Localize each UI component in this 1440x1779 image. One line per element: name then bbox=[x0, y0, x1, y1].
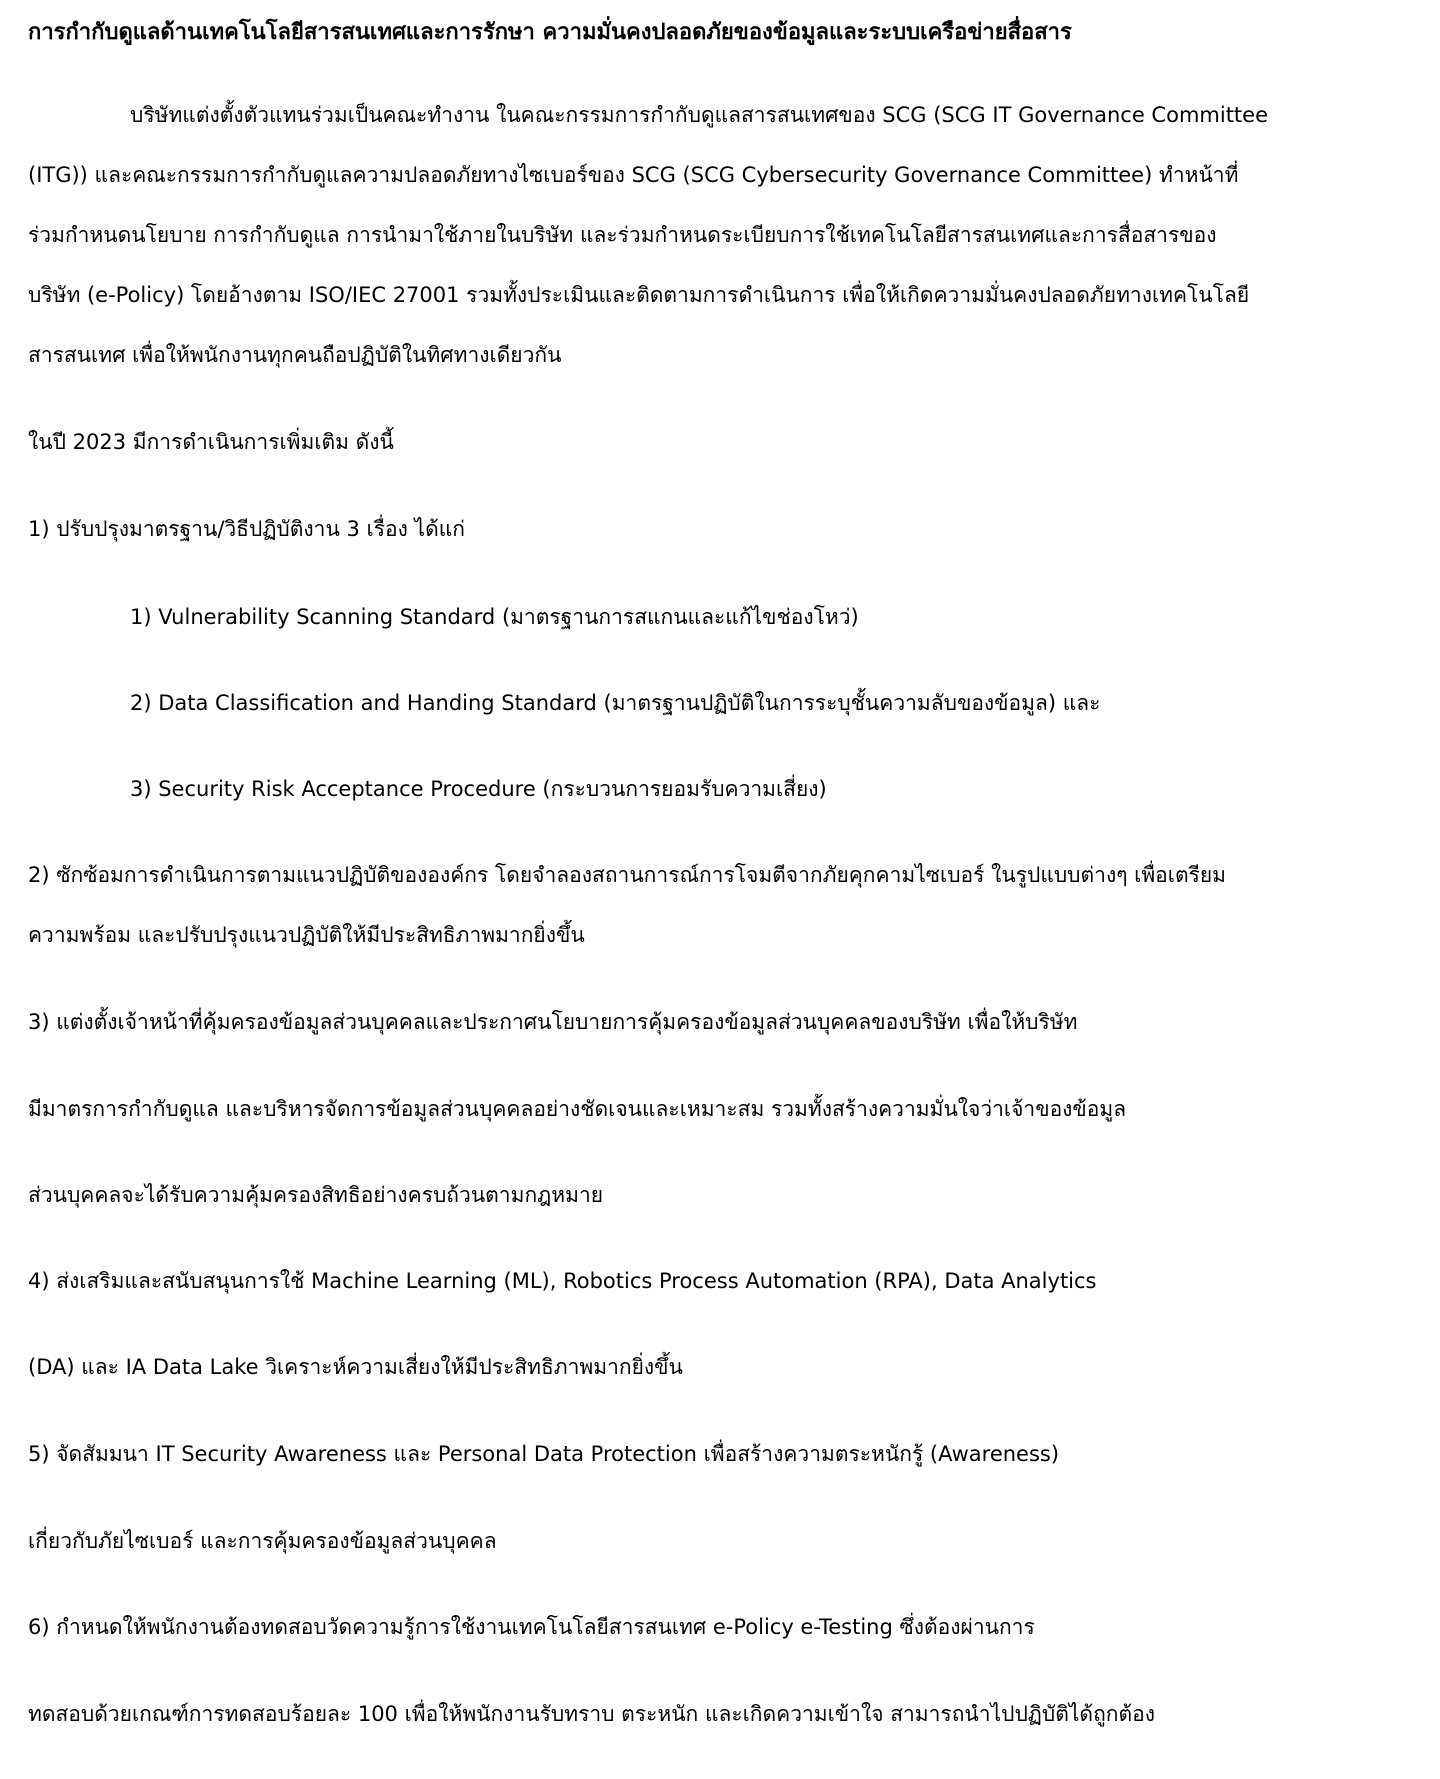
item1-subitem: 2) Data Classification and Handing Standard (มาตรฐานปฏิบัติในการระบุชั้นความลับของข้อมูล) และ bbox=[130, 691, 1101, 715]
item1-subitem: 1) Vulnerability Scanning Standard (มาตรฐานการสแกนและแก้ไขช่องโหว่) bbox=[130, 605, 859, 629]
item5-line: 5) จัดสัมมนา IT Security Awareness และ Personal Data Protection เพื่อสร้างความตระหนักรู้ (Awareness) bbox=[28, 1442, 1060, 1466]
intro-line: ร่วมกำหนดนโยบาย การกำกับดูแล การนำมาใช้ภายในบริษัท และร่วมกำหนดระเบียบการใช้เทคโนโลยีสารสนเทศและการสื่อสารของ bbox=[28, 223, 1217, 247]
intro-line: บริษัท (e-Policy) โดยอ้างตาม ISO/IEC 27001 รวมทั้งประเมินและติดตามการดำเนินการ เพื่อให้เกิดความมั่นคงปลอดภัยทางเทคโนโลยี bbox=[28, 283, 1250, 307]
item3-line: 3) แต่งตั้งเจ้าหน้าที่คุ้มครองข้อมูลส่วนบุคคลและประกาศนโยบายการคุ้มครองข้อมูลส่วนบุคคลของบริษัท เพื่อให้บริษัท bbox=[28, 1010, 1078, 1034]
item1-heading: 1) ปรับปรุงมาตรฐาน/วิธีปฏิบัติงาน 3 เรื่อง ได้แก่ bbox=[28, 517, 465, 541]
document-title: การกำกับดูแลด้านเทคโนโลยีสารสนเทศและการรักษา ความมั่นคงปลอดภัยของข้อมูลและระบบเครือข่ายสื่อสาร bbox=[28, 20, 1072, 45]
item3-line: มีมาตรการกำกับดูแล และบริหารจัดการข้อมูลส่วนบุคคลอย่างชัดเจนและเหมาะสม รวมทั้งสร้างความมั่นใจว่าเจ้าของข้อมูล bbox=[28, 1097, 1127, 1121]
item5-line: เกี่ยวกับภัยไซเบอร์ และการคุ้มครองข้อมูลส่วนบุคคล bbox=[28, 1529, 497, 1553]
intro-line: สารสนเทศ เพื่อให้พนักงานทุกคนถือปฏิบัติในทิศทางเดียวกัน bbox=[28, 343, 562, 367]
item1-subitem: 3) Security Risk Acceptance Procedure (กระบวนการยอมรับความเสี่ยง) bbox=[130, 777, 827, 801]
item6-line: 6) กำหนดให้พนักงานต้องทดสอบวัดความรู้การใช้งานเทคโนโลยีสารสนเทศ e-Policy e-Testing ซึ่งต้องผ่านการ bbox=[28, 1615, 1035, 1639]
item2-line: ความพร้อม และปรับปรุงแนวปฏิบัติให้มีประสิทธิภาพมากยิ่งขึ้น bbox=[28, 923, 585, 947]
item4-line: (DA) และ IA Data Lake วิเคราะห์ความเสี่ยงให้มีประสิทธิภาพมากยิ่งขึ้น bbox=[28, 1355, 683, 1379]
intro-line: บริษัทแต่งตั้งตัวแทนร่วมเป็นคณะทำงาน ในคณะกรรมการกำกับดูแลสารสนเทศของ SCG (SCG IT Governance Committee bbox=[130, 103, 1268, 127]
item6-line: ทดสอบด้วยเกณฑ์การทดสอบร้อยละ 100 เพื่อให้พนักงานรับทราบ ตระหนัก และเกิดความเข้าใจ สามารถนำไปปฏิบัติได้ถูกต้อง bbox=[28, 1702, 1155, 1726]
year-heading: ในปี 2023 มีการดำเนินการเพิ่มเติม ดังนี้ bbox=[28, 430, 394, 454]
item3-line: ส่วนบุคคลจะได้รับความคุ้มครองสิทธิอย่างครบถ้วนตามกฎหมาย bbox=[28, 1183, 604, 1207]
item2-line: 2) ซักซ้อมการดำเนินการตามแนวปฏิบัติขององค์กร โดยจำลองสถานการณ์การโจมตีจากภัยคุกคามไซเบอร์ ในรูปแบบต่างๆ เพื่อเตรียม bbox=[28, 863, 1227, 887]
item4-line: 4) ส่งเสริมและสนับสนุนการใช้ Machine Learning (ML), Robotics Process Automation (RPA), Data Analytics bbox=[28, 1269, 1097, 1293]
intro-line: (ITG)) และคณะกรรมการกำกับดูแลความปลอดภัยทางไซเบอร์ของ SCG (SCG Cybersecurity Governance Committee) ทำหน้าที่ bbox=[28, 163, 1239, 187]
